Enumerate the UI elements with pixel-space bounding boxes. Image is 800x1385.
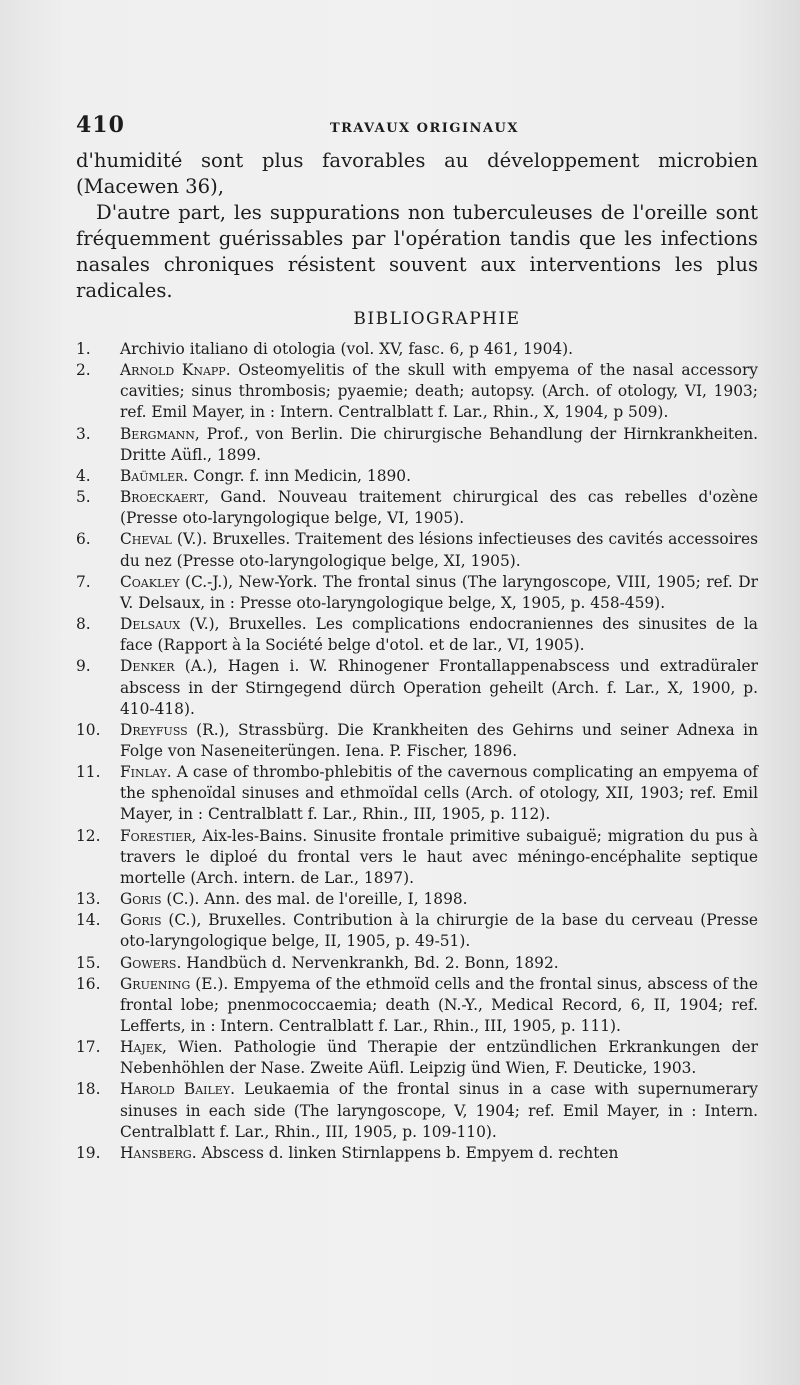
entry-text: (V.). Bruxelles. Traitement des lésions infectieuses des cavités accessoires du nez (Presse oto-laryngologique belge, XI, 1905). [120, 530, 758, 570]
entry-text: Osteomyelitis of the skull with empyema of the nasal accessory cavities; sinus thrombosis; pyaemie; death; autopsy. (Arch. of otology, VI, 1903; ref. Emil Mayer, in : Intern. Centralblatt f. Lar., Rhin., X, 1904, p 509). [120, 361, 758, 422]
entry-text: (A.), Hagen i. W. Rhinogener Frontallappenabscess und extradüraler abscess in der Stirngegend dürch Operation geheilt (Arch. f. Lar., X, 1900, p. 410-418). [120, 657, 758, 718]
page-header [76, 112, 758, 148]
bibliography-entry [76, 762, 758, 825]
bibliography-entry [76, 466, 758, 487]
entry-number: 1. [76, 340, 91, 358]
entry-number: 15. [76, 953, 101, 972]
entry-text: Aix-les-Bains. Sinusite frontale primitive subaiguë; migration du pus à travers le diploé du frontal vers le haut avec méningo-encéphalite septique mortelle (Arch. intern. de Lar., 1897). [120, 826, 758, 887]
entry-text: Abscess d. linken Stirnlappens b. Empyem d. rechten [196, 1143, 619, 1162]
intro-text [76, 148, 758, 304]
entry-text: Congr. f. inn Medicin, 1890. [188, 466, 411, 485]
entry-author: Hansberg. [120, 1143, 197, 1162]
bibliography-entry [76, 974, 758, 1037]
bibliography-entry [76, 1143, 758, 1164]
entry-number: 9. [76, 657, 91, 676]
intro-paragraph-2: D'autre part, les suppurations non tuberculeuses de l'oreille sont fréquemment guérissables par l'opération tandis que les infections nasales chroniques résistent souvent aux interventions les plus radicales. [76, 201, 758, 302]
entry-author: Coakley [120, 572, 180, 591]
entry-number: 6. [76, 530, 91, 549]
entry-number: 19. [76, 1143, 101, 1162]
entry-author: Gruening [120, 974, 191, 993]
bibliography-entry [76, 1079, 758, 1142]
entry-author: Broeckaert, [120, 488, 210, 507]
intro-paragraph-1: d'humidité sont plus favorables au développement microbien (Macewen 36), [76, 149, 758, 198]
entry-text: Handbüch d. Nervenkrankh, Bd. 2. Bonn, 1892. [181, 953, 559, 972]
entry-text: (C.). Ann. des mal. de l'oreille, I, 1898. [161, 890, 468, 909]
entry-author: Gowers. [120, 953, 182, 972]
entry-number: 12. [76, 826, 101, 845]
entry-author: Forestier, [120, 826, 197, 845]
entry-author: Goris [120, 911, 162, 930]
bibliography-entry [76, 953, 758, 974]
entry-author: Bergmann, [120, 424, 200, 443]
entry-text: (V.), Bruxelles. Les complications endocraniennes des sinusites de la face (Rapport à la Société belge d'otol. et de lar., VI, 1905). [120, 615, 758, 655]
entry-number: 5. [76, 488, 91, 507]
bibliography-entry [76, 910, 758, 952]
bibliography-entry [76, 572, 758, 614]
entry-text: Leukaemia of the frontal sinus in a case with supernumerary sinuses in each side (The laryngoscope, V, 1904; ref. Emil Mayer, in : Intern. Centralblatt f. Lar., Rhin., III, 1905, p. 109-110). [120, 1080, 758, 1141]
running-title: TRAVAUX ORIGINAUX [329, 121, 519, 136]
entry-author: Baümler. [120, 466, 189, 485]
entry-number: 14. [76, 911, 101, 930]
entry-text: (C.-J.), New-York. The frontal sinus (The laryngoscope, VIII, 1905; ref. Dr V. Delsaux, in : Presse oto-laryngologique belge, X, 1905, p. 458-459). [120, 572, 758, 612]
bibliography-entry [76, 339, 758, 360]
entry-author: Harold Bailey. [120, 1080, 235, 1099]
bibliography-list [76, 339, 758, 1164]
entry-author: Finlay. [120, 763, 172, 782]
bibliography-entry [76, 487, 758, 529]
entry-text: Prof., von Berlin. Die chirurgische Behandlung der Hirnkrankheiten. Dritte Aüfl., 1899. [120, 424, 758, 464]
entry-author: Hajek, [120, 1038, 167, 1057]
entry-number: 2. [76, 361, 91, 380]
entry-text: Wien. Pathologie ünd Therapie der entzündlichen Erkrankungen der Nebenhöhlen der Nase. Zweite Aüfl. Leipzig ünd Wien, F. Deuticke, 1903. [120, 1038, 758, 1078]
entry-text: (R.), Strassbürg. Die Krankheiten des Gehirns und seiner Adnexa in Folge von Naseneiterüngen. Iena. P. Fischer, 1896. [120, 720, 758, 760]
entry-text: Archivio italiano di otologia (vol. XV, fasc. 6, p 461, 1904). [120, 340, 574, 358]
bibliography-entry [76, 424, 758, 466]
entry-text: (C.), Bruxelles. Contribution à la chirurgie de la base du cerveau (Presse oto-laryngologique belge, II, 1905, p. 49-51). [120, 911, 758, 951]
entry-number: 13. [76, 890, 101, 909]
entry-text: (E.). Empyema of the ethmoïd cells and the frontal sinus, abscess of the frontal lobe; pnenmococcaemia; death (N.-Y., Medical Record, 6, II, 1904; ref. Lefferts, in : Intern. Centralblatt f. Lar., Rhin., III, 1905, p. 111). [120, 974, 758, 1035]
entry-author: Denker [120, 657, 175, 676]
entry-number: 11. [76, 763, 101, 782]
entry-number: 16. [76, 974, 101, 993]
bibliography-entry [76, 1037, 758, 1079]
entry-number: 10. [76, 720, 101, 739]
entry-author: Cheval [120, 530, 172, 549]
entry-author: Arnold Knapp. [120, 361, 231, 380]
bibliography-entry [76, 360, 758, 423]
bibliography-entry [76, 889, 758, 910]
entry-author: Dreyfuss [120, 720, 188, 739]
page-number: 410 [76, 112, 125, 138]
bibliography-entry [76, 720, 758, 762]
entry-number: 18. [76, 1080, 101, 1099]
entry-number: 4. [76, 466, 91, 485]
entry-text: A case of thrombo-phlebitis of the cavernous complicating an empyema of the sphenoïdal sinuses and ethmoïdal cells (Arch. of otology, XII, 1903; ref. Emil Mayer, in : Centralblatt f. Lar., Rhin., III, 1905, p. 112). [120, 763, 758, 824]
entry-number: 3. [76, 424, 91, 443]
bibliography-entry [76, 614, 758, 656]
bibliography-heading: BIBLIOGRAPHIE [353, 309, 521, 329]
bibliography-entry [76, 656, 758, 719]
entry-number: 7. [76, 572, 91, 591]
entry-number: 8. [76, 615, 91, 634]
entry-author: Delsaux [120, 615, 181, 634]
bibliography-entry [76, 826, 758, 889]
entry-author: Goris [120, 890, 162, 909]
entry-text: Gand. Nouveau traitement chirurgical des cas rebelles d'ozène (Presse oto-laryngologique belge, VI, 1905). [120, 488, 758, 528]
bibliography-entry [76, 529, 758, 571]
entry-number: 17. [76, 1038, 101, 1057]
